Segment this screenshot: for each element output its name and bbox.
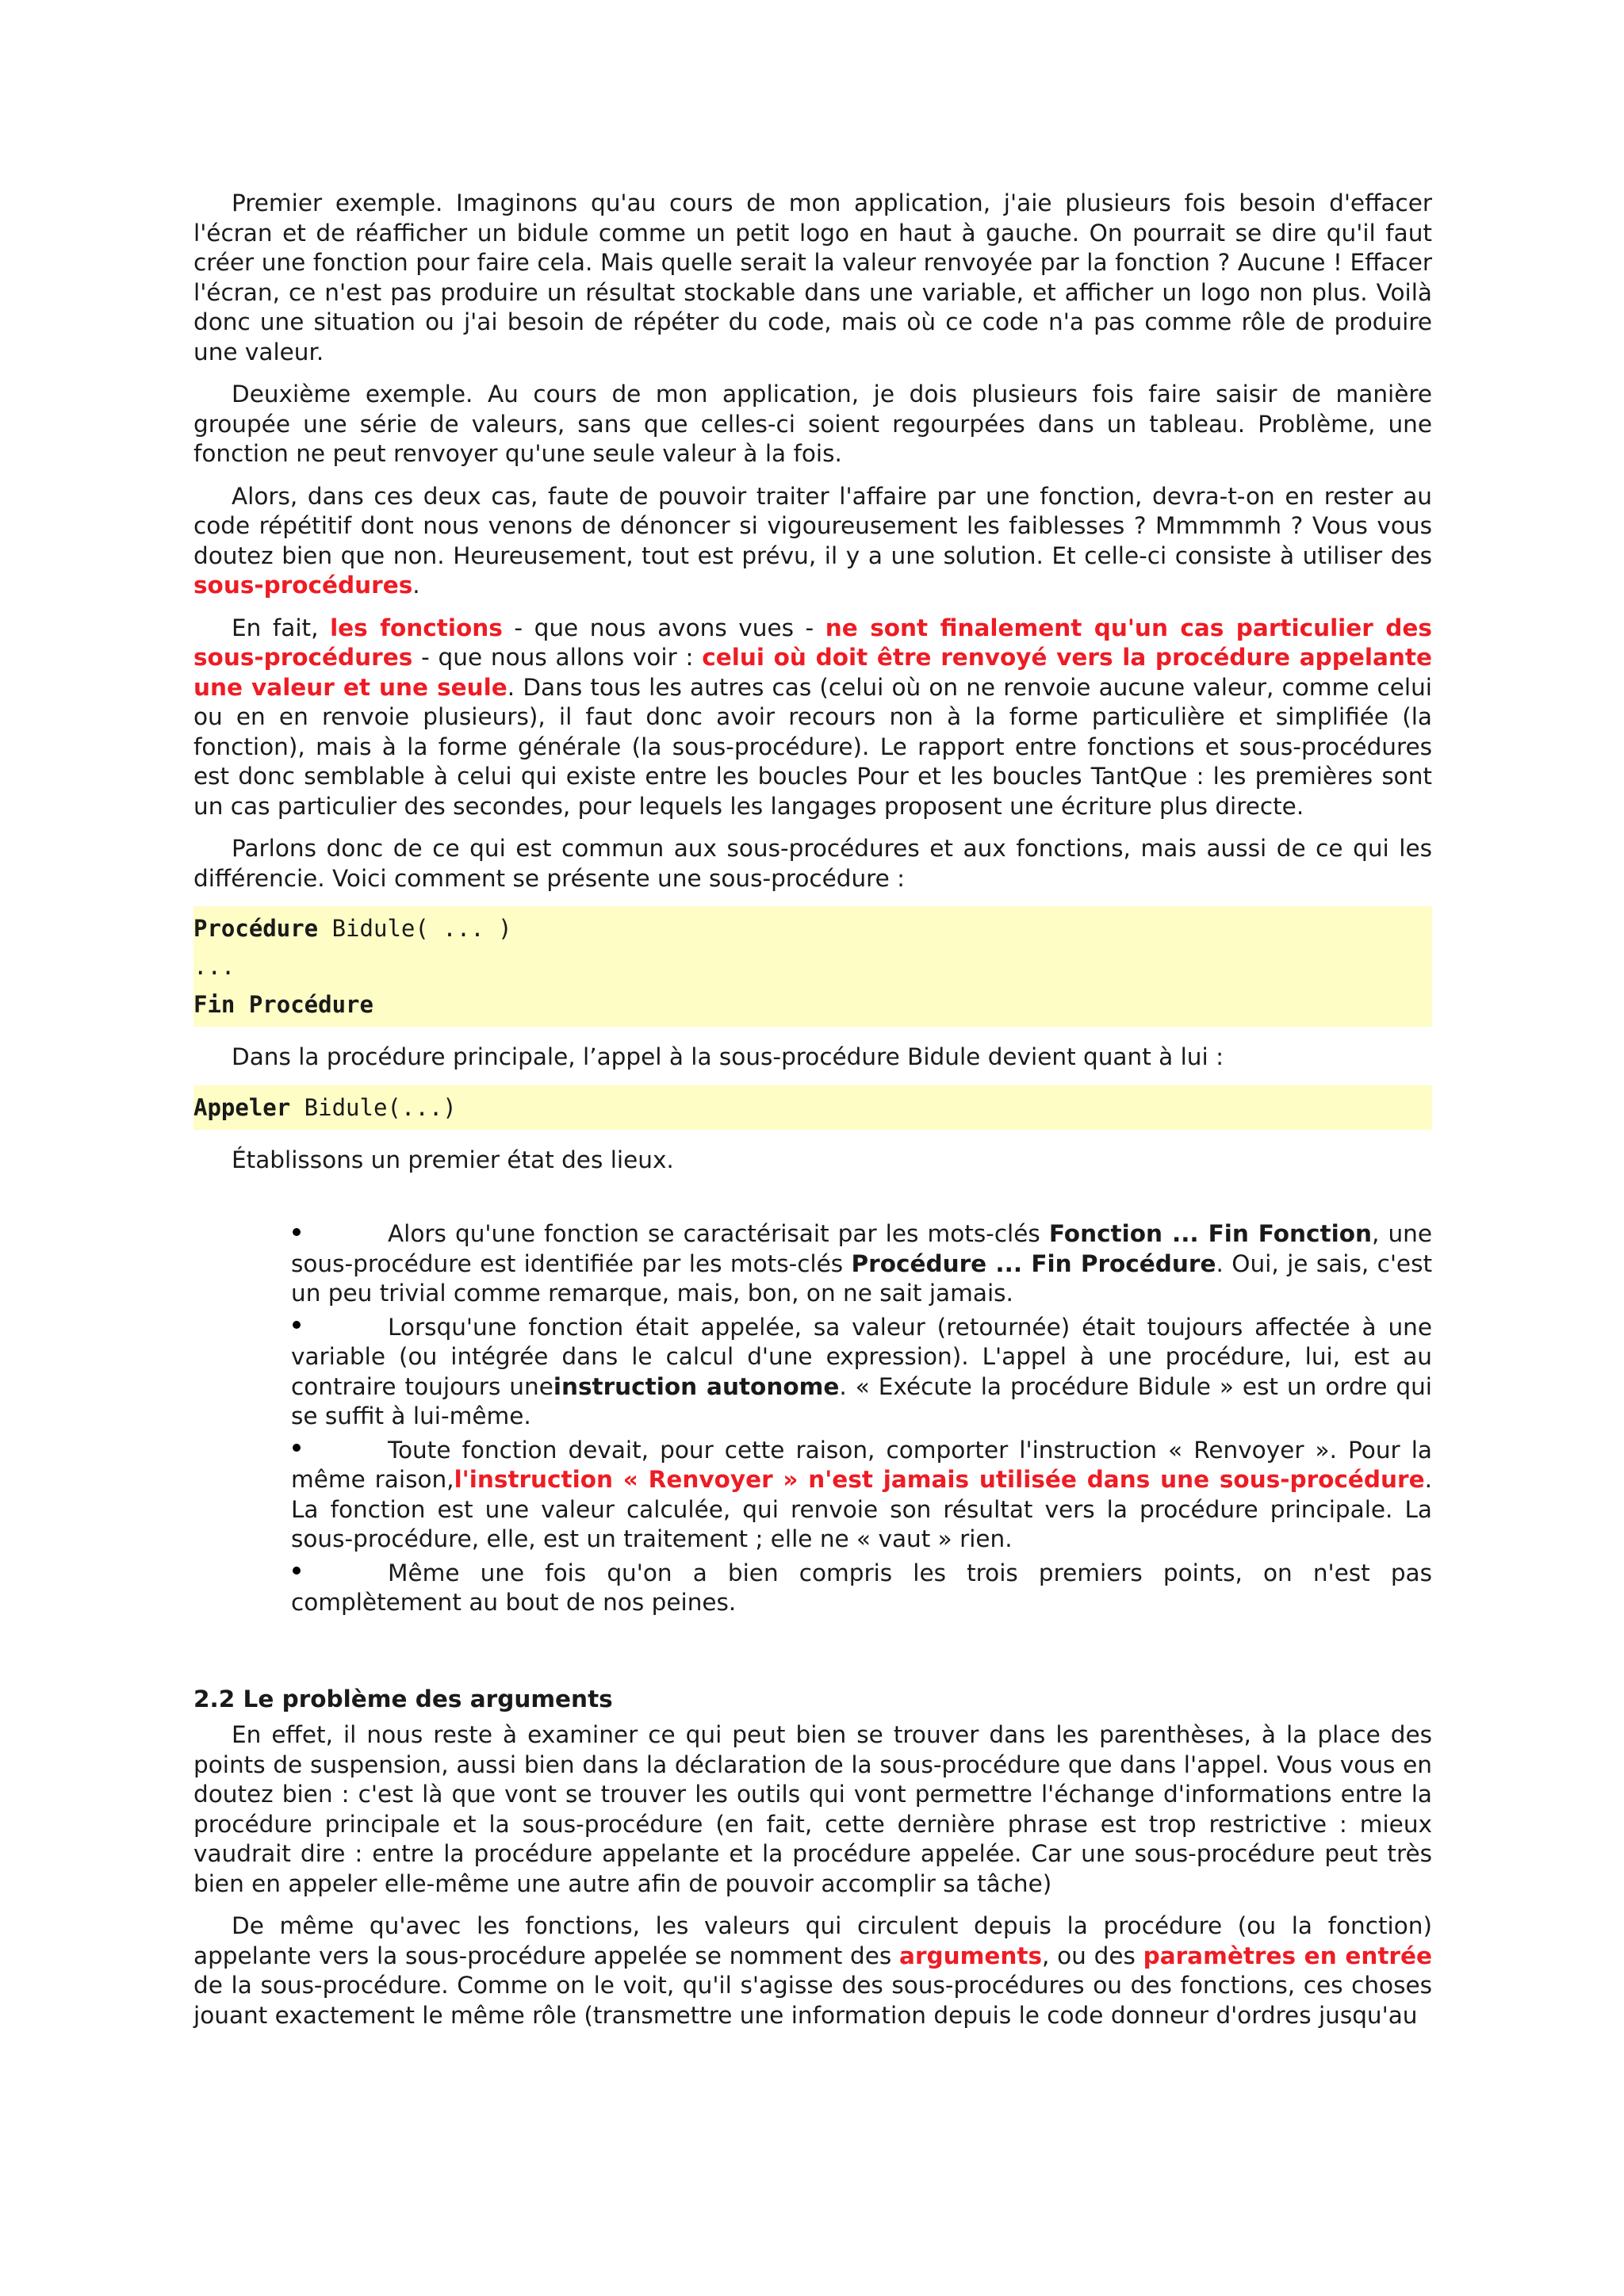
text-run: . « Exécute la procédure Bidule » est un ordre qui se suffit à lui-même. (291, 1372, 1433, 1429)
text-run: Lorsqu'une fonction était appelée, sa valeur (retournée) était toujours affectée à une variable (ou intégrée dans le calcul d'une expression). L'appel à une procédure, lui, est au contraire toujours une (291, 1313, 1432, 1400)
emphasis-valeur-seule: celui où doit être renvoyé vers la procédure appelante une valeur et une seule (193, 644, 1432, 701)
emphasis-arguments: arguments (899, 1942, 1043, 1969)
text-run: - que nous avons vues - (502, 614, 825, 641)
emphasis-sous-procedures: sous-procédures (193, 572, 413, 599)
list-item (291, 1313, 1432, 1432)
paragraph-appel: Dans la procédure principale, l’appel à la sous-procédure Bidule devient quant à lui : (232, 1043, 1224, 1070)
text-run: . Dans tous les autres cas (celui où on ne renvoie aucune valeur, comme celui ou en en renvoie plusieurs), il faut donc avoir recours non à la forme particulière et simplifiée (la fonction), mais à la forme générale (la sous-procédure). Le rapport entre fonctions et sous-procédures est donc semblable à celui qui existe entre les boucles Pour et les boucles TantQue : les premières sont un cas particulier des secondes, pour lequels les langages proposent une écriture plus directe. (193, 673, 1432, 820)
bullet-list (193, 1219, 1432, 1618)
emphasis-cas-particulier: ne sont finalement qu'un cas particulier des sous-procédures (193, 614, 1432, 671)
emphasis-renvoyer: l'instruction « Renvoyer » n'est jamais utilisée dans une sous-procédure (454, 1466, 1425, 1493)
code-keyword: Procédure (193, 915, 319, 942)
paragraph-arguments (193, 1911, 1432, 2030)
text-run: Toute fonction devait, pour cette raison, comporter l'instruction « Renvoyer ». Pour la même raison, (291, 1436, 1432, 1493)
bold-text: Procédure ... Fin Procédure (851, 1249, 1216, 1277)
code-block-appeler (193, 1085, 1432, 1130)
bold-text: Fonction ... Fin Fonction (1048, 1220, 1372, 1247)
paragraph-en-fait (193, 614, 1432, 822)
text-run: Alors qu'une fonction se caractérisait par les mots-clés (388, 1220, 1049, 1247)
text-run: En fait, (232, 614, 331, 641)
code-line: ... (193, 953, 236, 980)
list-item (291, 1436, 1432, 1555)
bullet-icon (293, 1444, 301, 1452)
paragraph-en-effet: En effet, il nous reste à examiner ce qui peut bien se trouver dans les parenthèses, à la place des points de suspension, aussi bien dans la déclaration de la sous-procédure que dans l'appel. Vous vous en doutez bien : c'est là que vont se trouver les outils qui vont permettre l'échange d'informations entre la procédure principale et la sous-procédure (en fait, cette dernière phrase est trop restrictive : mieux vaudrait dire : entre la procédure appelante et la procédure appelée. Car une sous-procédure peut très bien en appeler elle-même une autre afin de pouvoir accomplir sa tâche) (193, 1721, 1432, 1897)
text-run: de la sous-procédure. Comme on le voit, qu'il s'agisse des sous-procédures ou des fonctions, ces choses jouant exactement le même rôle (transmettre une information depuis le code donneur d'ordres jusqu'au (193, 1972, 1432, 2029)
bullet-icon (293, 1228, 301, 1236)
text-run: - que nous allons voir : (412, 644, 703, 671)
code-keyword: Appeler (193, 1093, 291, 1121)
paragraph-premier-exemple: Premier exemple. Imaginons qu'au cours de mon application, j'aie plusieurs fois besoin d'effacer l'écran et de réafficher un bidule comme un petit logo en haut à gauche. On pourrait se dire qu'il faut créer une fonction pour faire cela. Mais quelle serait la valeur renvoyée par la fonction ? Aucune ! Effacer l'écran, ce n'est pas produire un résultat stockable dans une variable, et afficher un logo non plus. Voilà donc une situation ou j'ai besoin de répéter du code, mais où ce code n'a pas comme rôle de produire une valeur. (193, 189, 1432, 365)
paragraph-etat-des-lieux: Établissons un premier état des lieux. (232, 1146, 674, 1173)
text-run: . Oui, je sais, c'est un peu trivial comme remarque, mais, bon, on ne sait jamais. (291, 1249, 1433, 1307)
code-text: Bidule(...) (290, 1093, 457, 1121)
code-line (193, 985, 1432, 1024)
text-run: , une sous-procédure est identifiée par les mots-clés (291, 1220, 1432, 1277)
text-run: De même qu'avec les fonctions, les valeurs qui circulent depuis la procédure (ou la fonction) appelante vers la sous-procédure appelée se nomment des (193, 1912, 1432, 1969)
code-line (193, 909, 1432, 947)
list-item (291, 1219, 1432, 1309)
bullet-icon (293, 1321, 301, 1329)
paragraph-parlons: Parlons donc de ce qui est commun aux sous-procédures et aux fonctions, mais aussi de ce qui les différencie. Voici comment se présente une sous-procédure : (193, 835, 1432, 892)
text-run: . (412, 572, 420, 599)
emphasis-les-fonctions: les fonctions (330, 614, 503, 641)
text-run: , ou des (1042, 1942, 1143, 1969)
section-heading: 2.2 Le problème des arguments (193, 1685, 613, 1712)
text-run: Même une fois qu'on a bien compris les trois premiers points, on n'est pas complètement au bout de nos peines. (291, 1559, 1432, 1616)
document-page (193, 189, 1432, 2043)
bold-text: instruction autonome (553, 1372, 840, 1400)
text-run: Alors, dans ces deux cas, faute de pouvoir traiter l'affaire par une fonction, devra-t-on en rester au code répétitif dont nous venons de dénoncer si vigoureusement les faiblesses ? Mmmmmh ? Vous vous doutez bien que non. Heureusement, tout est prévu, il y a une solution. Et celle-ci consiste à utiliser des (193, 482, 1432, 569)
code-line (193, 1089, 1432, 1127)
code-text: Bidule( ... ) (318, 915, 512, 942)
code-block-procedure (193, 906, 1432, 1027)
text-run: . La fonction est une valeur calculée, qui renvoie son résultat vers la procédure principale. La sous-procédure, elle, est un traitement ; elle ne « vaut » rien. (291, 1466, 1432, 1552)
paragraph-deuxieme-exemple: Deuxième exemple. Au cours de mon application, je dois plusieurs fois faire saisir de manière groupée une série de valeurs, sans que celles-ci soient regourpées dans un tableau. Problème, une fonction ne peut renvoyer qu'une seule valeur à la fois. (193, 381, 1432, 467)
code-keyword: Fin Procédure (193, 991, 373, 1018)
paragraph-alors (193, 482, 1432, 601)
emphasis-parametres: paramètres en entrée (1143, 1942, 1432, 1969)
bullet-icon (293, 1567, 301, 1575)
list-item (291, 1559, 1432, 1618)
